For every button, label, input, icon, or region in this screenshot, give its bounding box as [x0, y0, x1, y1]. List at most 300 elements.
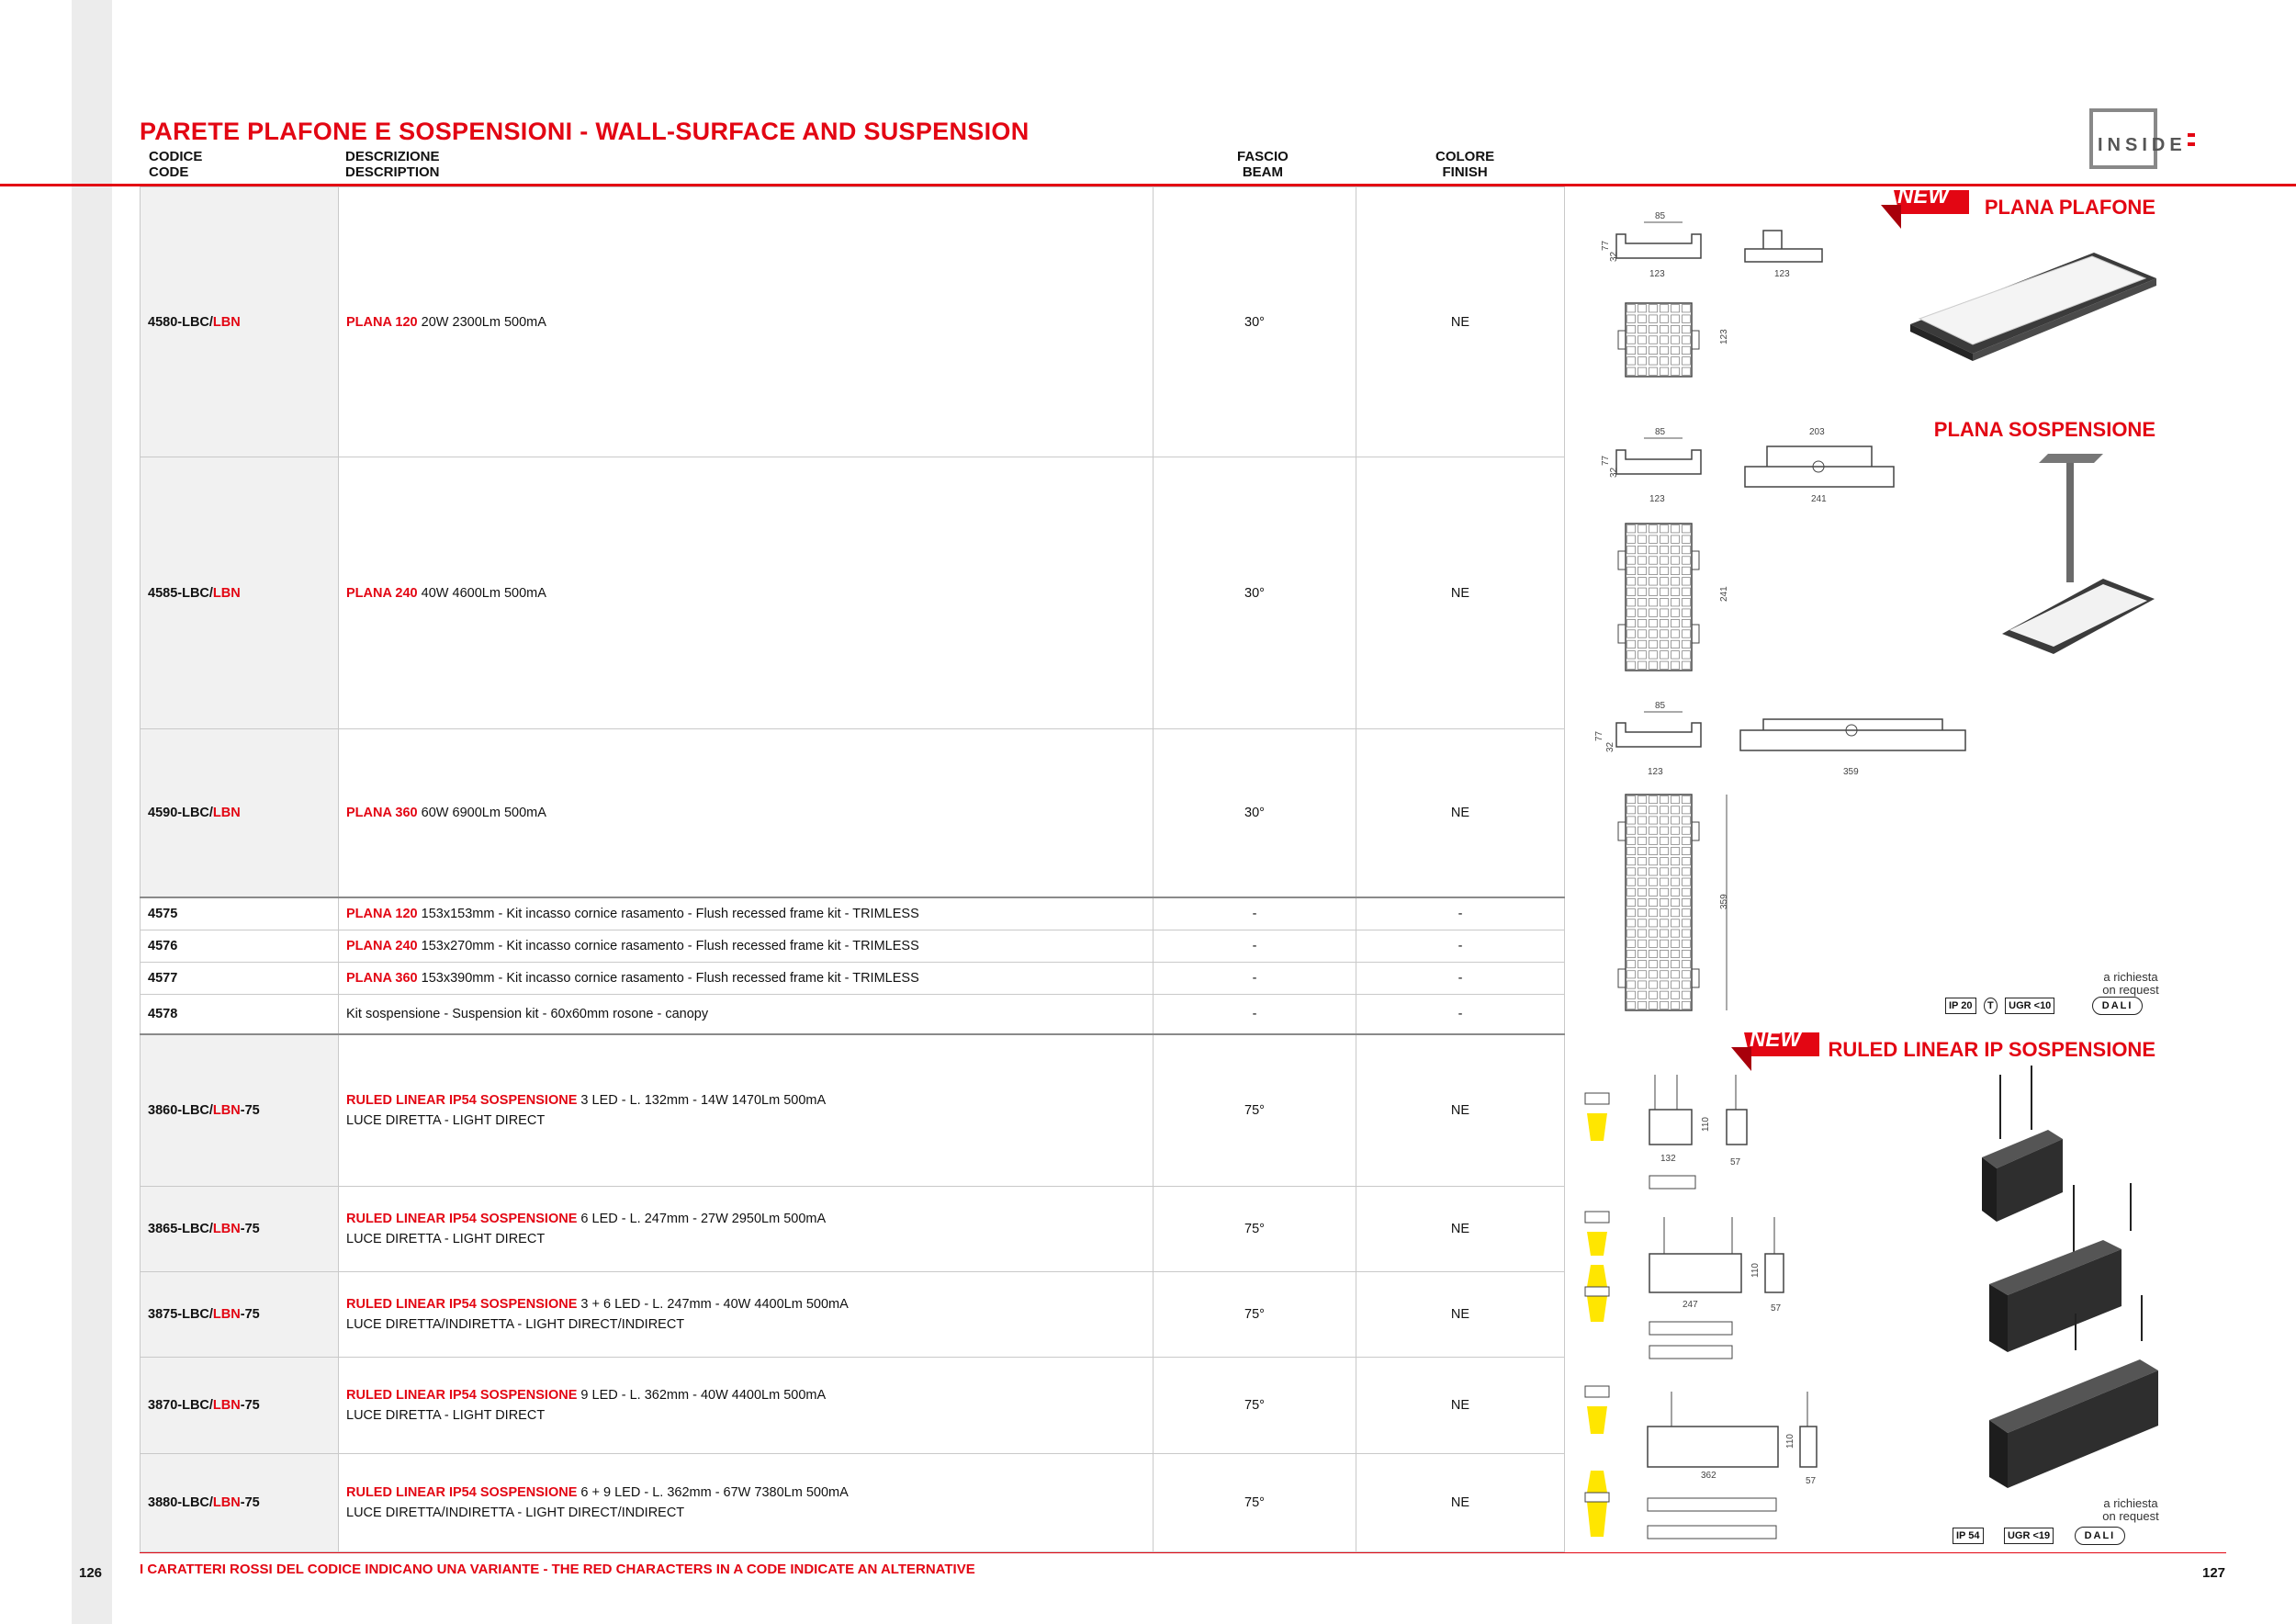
led-cell: [1627, 325, 1636, 333]
product-code: 4578: [141, 995, 339, 1034]
plana-badges: [1945, 997, 2143, 1015]
new-badge-ruled: NEW: [1750, 1027, 1801, 1052]
dim-57: 57: [1771, 1303, 1782, 1314]
led-cell: [1683, 898, 1691, 906]
led-cell: [1671, 609, 1680, 616]
dim-203: 203: [1809, 427, 1825, 437]
product-description: RULED LINEAR IP54 SOSPENSIONE 9 LED - L. 362mm - 40W 4400Lm 500mA LUCE DIRETTA - LIGHT DIRECT: [339, 1358, 1154, 1454]
dim-77: 77: [1601, 455, 1611, 466]
beam-value: 75°: [1154, 1034, 1356, 1187]
dim-85: 85: [1655, 427, 1666, 437]
led-cell: [1627, 961, 1636, 968]
led-cell: [1660, 806, 1669, 814]
product-description: RULED LINEAR IP54 SOSPENSIONE 6 + 9 LED - L. 362mm - 67W 7380Lm 500mA LUCE DIRETTA/INDIRETTA - LIGHT DIRECT/INDIRECT: [339, 1454, 1154, 1552]
led-cell: [1660, 919, 1669, 927]
plana-plafone-label: PLANA PLAFONE: [1984, 196, 2155, 219]
led-cell: [1638, 847, 1647, 854]
product-code: 4590-LBC/LBN: [141, 729, 339, 897]
plana-360-drawing: [1589, 694, 1975, 1015]
led-cell: [1627, 536, 1636, 543]
table-row: [141, 1272, 1565, 1358]
led-cell: [1671, 640, 1680, 648]
product-code: 4576: [141, 930, 339, 963]
led-cell: [1660, 661, 1669, 669]
product-code: 4575: [141, 897, 339, 930]
product-description: PLANA 240 40W 4600Lm 500mA: [339, 457, 1154, 729]
led-cell: [1649, 837, 1658, 844]
led-cell: [1649, 971, 1658, 978]
led-cell: [1683, 919, 1691, 927]
dim-110: 110: [1701, 1117, 1711, 1132]
dim-247: 247: [1683, 1300, 1698, 1310]
page-number-right: 127: [2202, 1565, 2226, 1581]
led-cell: [1649, 325, 1658, 333]
led-cell: [1660, 525, 1669, 533]
led-cell: [1638, 868, 1647, 875]
led-cell: [1671, 619, 1680, 626]
product-code: 3875-LBC/LBN-75: [141, 1272, 339, 1358]
plana-sospensione-render: [1993, 450, 2158, 652]
led-cell: [1683, 796, 1691, 804]
col-header-beam: FASCIO BEAM: [1237, 149, 1289, 180]
led-cell: [1649, 909, 1658, 917]
dim-57: 57: [1806, 1476, 1817, 1486]
col-header-code: CODICE CODE: [149, 149, 203, 180]
led-cell: [1660, 817, 1669, 824]
led-cell: [1649, 536, 1658, 543]
led-cell: [1671, 661, 1680, 669]
led-cell: [1660, 1001, 1669, 1009]
led-cell: [1683, 837, 1691, 844]
led-cell: [1649, 578, 1658, 585]
product-description: PLANA 240 153x270mm - Kit incasso cornice rasamento - Flush recessed frame kit - TRIMLESS: [339, 930, 1154, 963]
dali-badge-ruled: DALI: [2075, 1527, 2126, 1545]
led-cell: [1649, 557, 1658, 564]
led-cell: [1660, 991, 1669, 998]
led-cell: [1671, 961, 1680, 968]
led-cell: [1649, 878, 1658, 885]
led-cell: [1683, 640, 1691, 648]
led-cell: [1627, 878, 1636, 885]
led-cell: [1671, 827, 1680, 834]
led-cell: [1683, 630, 1691, 637]
led-cell: [1649, 315, 1658, 322]
led-cell: [1683, 858, 1691, 865]
led-cell: [1627, 567, 1636, 574]
led-cell: [1671, 357, 1680, 365]
plana-240-drawing: [1598, 423, 1910, 680]
beam-value: 30°: [1154, 729, 1356, 897]
led-cell: [1649, 357, 1658, 365]
led-cell: [1627, 640, 1636, 648]
led-cell: [1638, 357, 1647, 365]
led-cell: [1638, 557, 1647, 564]
led-cell: [1683, 961, 1691, 968]
led-cell: [1683, 981, 1691, 988]
product-description: Kit sospensione - Suspension kit - 60x60mm rosone - canopy: [339, 995, 1154, 1034]
led-cell: [1683, 536, 1691, 543]
led-cell: [1638, 630, 1647, 637]
led-cell: [1683, 588, 1691, 595]
led-cell: [1638, 567, 1647, 574]
led-cell: [1671, 858, 1680, 865]
led-cell: [1683, 817, 1691, 824]
led-cell: [1683, 971, 1691, 978]
product-code: 4585-LBC/LBN: [141, 457, 339, 729]
led-cell: [1683, 336, 1691, 344]
ruled-362-drawing: [1580, 1382, 1855, 1548]
finish-value: NE: [1356, 1272, 1565, 1358]
led-cell: [1649, 661, 1658, 669]
led-cell: [1683, 346, 1691, 354]
product-description: PLANA 360 60W 6900Lm 500mA: [339, 729, 1154, 897]
led-cell: [1683, 940, 1691, 947]
led-cell: [1683, 305, 1691, 312]
beam-value: -: [1154, 897, 1356, 930]
led-cell: [1638, 661, 1647, 669]
led-cell: [1649, 940, 1658, 947]
led-cell: [1660, 619, 1669, 626]
led-cell: [1649, 367, 1658, 375]
led-cell: [1638, 858, 1647, 865]
led-cell: [1671, 817, 1680, 824]
led-cell: [1660, 940, 1669, 947]
led-cell: [1683, 599, 1691, 606]
led-cell: [1638, 640, 1647, 648]
led-cell: [1671, 315, 1680, 322]
led-cell: [1683, 888, 1691, 896]
led-cell: [1627, 817, 1636, 824]
inside-logo-text: INSIDE: [2098, 135, 2187, 155]
led-cell: [1649, 619, 1658, 626]
led-cell: [1627, 315, 1636, 322]
led-cell: [1638, 961, 1647, 968]
ip20-badge: IP 20: [1945, 998, 1976, 1014]
led-cell: [1627, 919, 1636, 927]
led-cell: [1683, 847, 1691, 854]
dim-123: 123: [1719, 329, 1729, 344]
led-cell: [1649, 567, 1658, 574]
led-cell: [1671, 930, 1680, 937]
led-cell: [1627, 868, 1636, 875]
led-cell: [1638, 315, 1647, 322]
led-cell: [1649, 346, 1658, 354]
led-cell: [1649, 640, 1658, 648]
led-cell: [1638, 578, 1647, 585]
table-row: [141, 995, 1565, 1034]
led-cell: [1683, 878, 1691, 885]
table-row: [141, 729, 1565, 897]
led-cell: [1671, 940, 1680, 947]
dim-359: 359: [1719, 894, 1729, 909]
led-cell: [1649, 806, 1658, 814]
led-cell: [1660, 315, 1669, 322]
led-cell: [1627, 858, 1636, 865]
finish-value: NE: [1356, 1034, 1565, 1187]
led-cell: [1660, 898, 1669, 906]
plana-120-grid-icon: [1618, 303, 1699, 377]
led-cell: [1649, 868, 1658, 875]
ip54-badge: IP 54: [1953, 1528, 1984, 1544]
led-cell: [1683, 557, 1691, 564]
led-cell: [1638, 930, 1647, 937]
table-row: [141, 897, 1565, 930]
led-cell: [1638, 305, 1647, 312]
led-cell: [1671, 651, 1680, 659]
led-cell: [1671, 525, 1680, 533]
col-header-description: DESCRIZIONE DESCRIPTION: [345, 149, 440, 180]
new-badge-plana: NEW: [1897, 184, 1949, 209]
led-cell: [1660, 578, 1669, 585]
led-cell: [1671, 971, 1680, 978]
led-cell: [1638, 346, 1647, 354]
dim-362: 362: [1701, 1471, 1716, 1481]
led-cell: [1649, 981, 1658, 988]
led-cell: [1638, 599, 1647, 606]
led-cell: [1649, 609, 1658, 616]
thermal-icon: T: [1984, 998, 1998, 1014]
led-cell: [1627, 661, 1636, 669]
led-cell: [1627, 1001, 1636, 1009]
led-cell: [1671, 878, 1680, 885]
led-cell: [1627, 599, 1636, 606]
led-cell: [1649, 930, 1658, 937]
led-cell: [1671, 630, 1680, 637]
led-cell: [1683, 930, 1691, 937]
dim-241: 241: [1811, 494, 1827, 504]
beam-value: -: [1154, 930, 1356, 963]
ruled-linear-render: [1947, 1066, 2167, 1497]
led-cell: [1660, 367, 1669, 375]
led-cell: [1627, 827, 1636, 834]
led-cell: [1660, 305, 1669, 312]
product-code: 4577: [141, 963, 339, 995]
led-cell: [1627, 588, 1636, 595]
led-cell: [1660, 858, 1669, 865]
led-cell: [1683, 991, 1691, 998]
dim-32: 32: [1609, 467, 1619, 478]
led-cell: [1671, 336, 1680, 344]
led-cell: [1649, 546, 1658, 553]
led-cell: [1660, 325, 1669, 333]
led-cell: [1683, 578, 1691, 585]
led-cell: [1660, 599, 1669, 606]
led-cell: [1683, 661, 1691, 669]
led-cell: [1638, 525, 1647, 533]
finish-value: NE: [1356, 1454, 1565, 1552]
table-row: [141, 1034, 1565, 1187]
finish-value: NE: [1356, 1187, 1565, 1272]
led-cell: [1660, 950, 1669, 957]
led-cell: [1671, 868, 1680, 875]
col-header-finish: COLORE FINISH: [1435, 149, 1495, 180]
led-cell: [1683, 325, 1691, 333]
led-cell: [1649, 847, 1658, 854]
led-cell: [1627, 909, 1636, 917]
led-cell: [1660, 796, 1669, 804]
led-cell: [1638, 651, 1647, 659]
led-cell: [1649, 858, 1658, 865]
table-row: [141, 963, 1565, 995]
plana-240-grid-icon: [1618, 524, 1699, 671]
led-cell: [1660, 847, 1669, 854]
led-cell: [1627, 950, 1636, 957]
dim-32: 32: [1605, 741, 1615, 752]
led-cell: [1671, 796, 1680, 804]
beam-value: -: [1154, 963, 1356, 995]
dim-123: 123: [1649, 269, 1665, 279]
led-cell: [1627, 898, 1636, 906]
led-cell: [1660, 567, 1669, 574]
led-cell: [1638, 991, 1647, 998]
led-cell: [1638, 940, 1647, 947]
led-cell: [1649, 919, 1658, 927]
led-cell: [1649, 827, 1658, 834]
led-cell: [1660, 630, 1669, 637]
product-description: PLANA 120 20W 2300Lm 500mA: [339, 187, 1154, 457]
led-cell: [1660, 981, 1669, 988]
led-cell: [1660, 357, 1669, 365]
led-cell: [1671, 847, 1680, 854]
product-description: RULED LINEAR IP54 SOSPENSIONE 6 LED - L. 247mm - 27W 2950Lm 500mA LUCE DIRETTA - LIGHT DIRECT: [339, 1187, 1154, 1272]
led-cell: [1671, 305, 1680, 312]
led-cell: [1649, 630, 1658, 637]
led-cell: [1638, 1001, 1647, 1009]
led-cell: [1683, 315, 1691, 322]
beam-value: 75°: [1154, 1358, 1356, 1454]
led-cell: [1660, 346, 1669, 354]
dim-77: 77: [1601, 240, 1611, 251]
led-cell: [1660, 546, 1669, 553]
led-cell: [1638, 336, 1647, 344]
led-cell: [1638, 837, 1647, 844]
led-cell: [1627, 847, 1636, 854]
led-cell: [1683, 525, 1691, 533]
led-cell: [1660, 609, 1669, 616]
led-cell: [1649, 796, 1658, 804]
led-cell: [1683, 567, 1691, 574]
led-cell: [1671, 888, 1680, 896]
led-cell: [1649, 898, 1658, 906]
led-cell: [1638, 588, 1647, 595]
led-cell: [1660, 878, 1669, 885]
led-cell: [1627, 305, 1636, 312]
led-cell: [1627, 991, 1636, 998]
led-cell: [1683, 806, 1691, 814]
led-cell: [1638, 888, 1647, 896]
led-cell: [1627, 578, 1636, 585]
led-cell: [1660, 588, 1669, 595]
led-cell: [1660, 536, 1669, 543]
led-cell: [1683, 367, 1691, 375]
finish-value: -: [1356, 963, 1565, 995]
footer-rule: [140, 1552, 2226, 1553]
ruled-247-drawing: [1580, 1208, 1818, 1373]
led-cell: [1649, 817, 1658, 824]
led-cell: [1627, 630, 1636, 637]
led-cell: [1683, 357, 1691, 365]
led-cell: [1660, 868, 1669, 875]
led-cell: [1671, 991, 1680, 998]
led-cell: [1638, 619, 1647, 626]
led-cell: [1660, 909, 1669, 917]
led-cell: [1671, 837, 1680, 844]
led-cell: [1627, 940, 1636, 947]
led-cell: [1627, 837, 1636, 844]
dim-241: 241: [1719, 586, 1729, 602]
product-code: 3860-LBC/LBN-75: [141, 1034, 339, 1187]
led-cell: [1660, 971, 1669, 978]
table-row: [141, 1358, 1565, 1454]
plana-120-drawing: [1598, 207, 1837, 386]
led-cell: [1671, 557, 1680, 564]
led-cell: [1660, 827, 1669, 834]
led-cell: [1683, 651, 1691, 659]
ruled-badges: [1953, 1527, 2125, 1545]
table-row: [141, 457, 1565, 729]
ugr10-badge: UGR <10: [2005, 998, 2054, 1014]
led-cell: [1638, 817, 1647, 824]
led-cell: [1671, 536, 1680, 543]
led-cell: [1649, 991, 1658, 998]
table-row: [141, 1187, 1565, 1272]
dim-123: 123: [1649, 494, 1665, 504]
page-title: PARETE PLAFONE E SOSPENSIONI - WALL-SURFACE AND SUSPENSION: [140, 118, 1030, 145]
plana-plafone-render: [1901, 234, 2167, 363]
led-cell: [1638, 827, 1647, 834]
dim-85: 85: [1655, 701, 1666, 711]
product-table: [140, 186, 1565, 1552]
product-code: 3880-LBC/LBN-75: [141, 1454, 339, 1552]
led-cell: [1627, 367, 1636, 375]
led-cell: [1649, 961, 1658, 968]
led-cell: [1649, 1001, 1658, 1009]
led-cell: [1683, 1001, 1691, 1009]
led-cell: [1671, 546, 1680, 553]
page-number-left: 126: [79, 1565, 103, 1581]
led-cell: [1627, 609, 1636, 616]
finish-value: NE: [1356, 729, 1565, 897]
beam-value: 75°: [1154, 1187, 1356, 1272]
led-cell: [1649, 525, 1658, 533]
led-cell: [1671, 909, 1680, 917]
led-cell: [1638, 609, 1647, 616]
led-cell: [1627, 357, 1636, 365]
dim-77: 77: [1594, 730, 1604, 741]
led-cell: [1627, 619, 1636, 626]
led-cell: [1671, 806, 1680, 814]
dim-132: 132: [1660, 1154, 1676, 1164]
plana-sospensione-label: PLANA SOSPENSIONE: [1933, 418, 2155, 441]
footer-note: I CARATTERI ROSSI DEL CODICE INDICANO UNA VARIANTE - THE RED CHARACTERS IN A CODE INDICATE AN ALTERNATIVE: [140, 1562, 975, 1577]
led-cell: [1627, 796, 1636, 804]
finish-value: NE: [1356, 187, 1565, 457]
product-description: RULED LINEAR IP54 SOSPENSIONE 3 + 6 LED - L. 247mm - 40W 4400Lm 500mA LUCE DIRETTA/INDIRETTA - LIGHT DIRECT/INDIRECT: [339, 1272, 1154, 1358]
led-cell: [1683, 609, 1691, 616]
dali-badge-plana: DALI: [2092, 997, 2144, 1015]
ugr19-badge: UGR <19: [2004, 1528, 2054, 1544]
dim-123: 123: [1774, 269, 1790, 279]
led-cell: [1627, 930, 1636, 937]
product-description: RULED LINEAR IP54 SOSPENSIONE 3 LED - L. 132mm - 14W 1470Lm 500mA LUCE DIRETTA - LIGHT DIRECT: [339, 1034, 1154, 1187]
dim-110: 110: [1785, 1434, 1795, 1449]
ruled-132-drawing: [1580, 1066, 1763, 1203]
led-cell: [1627, 971, 1636, 978]
led-cell: [1627, 346, 1636, 354]
beam-value: 30°: [1154, 187, 1356, 457]
book-spine: [72, 0, 112, 1624]
led-cell: [1660, 888, 1669, 896]
